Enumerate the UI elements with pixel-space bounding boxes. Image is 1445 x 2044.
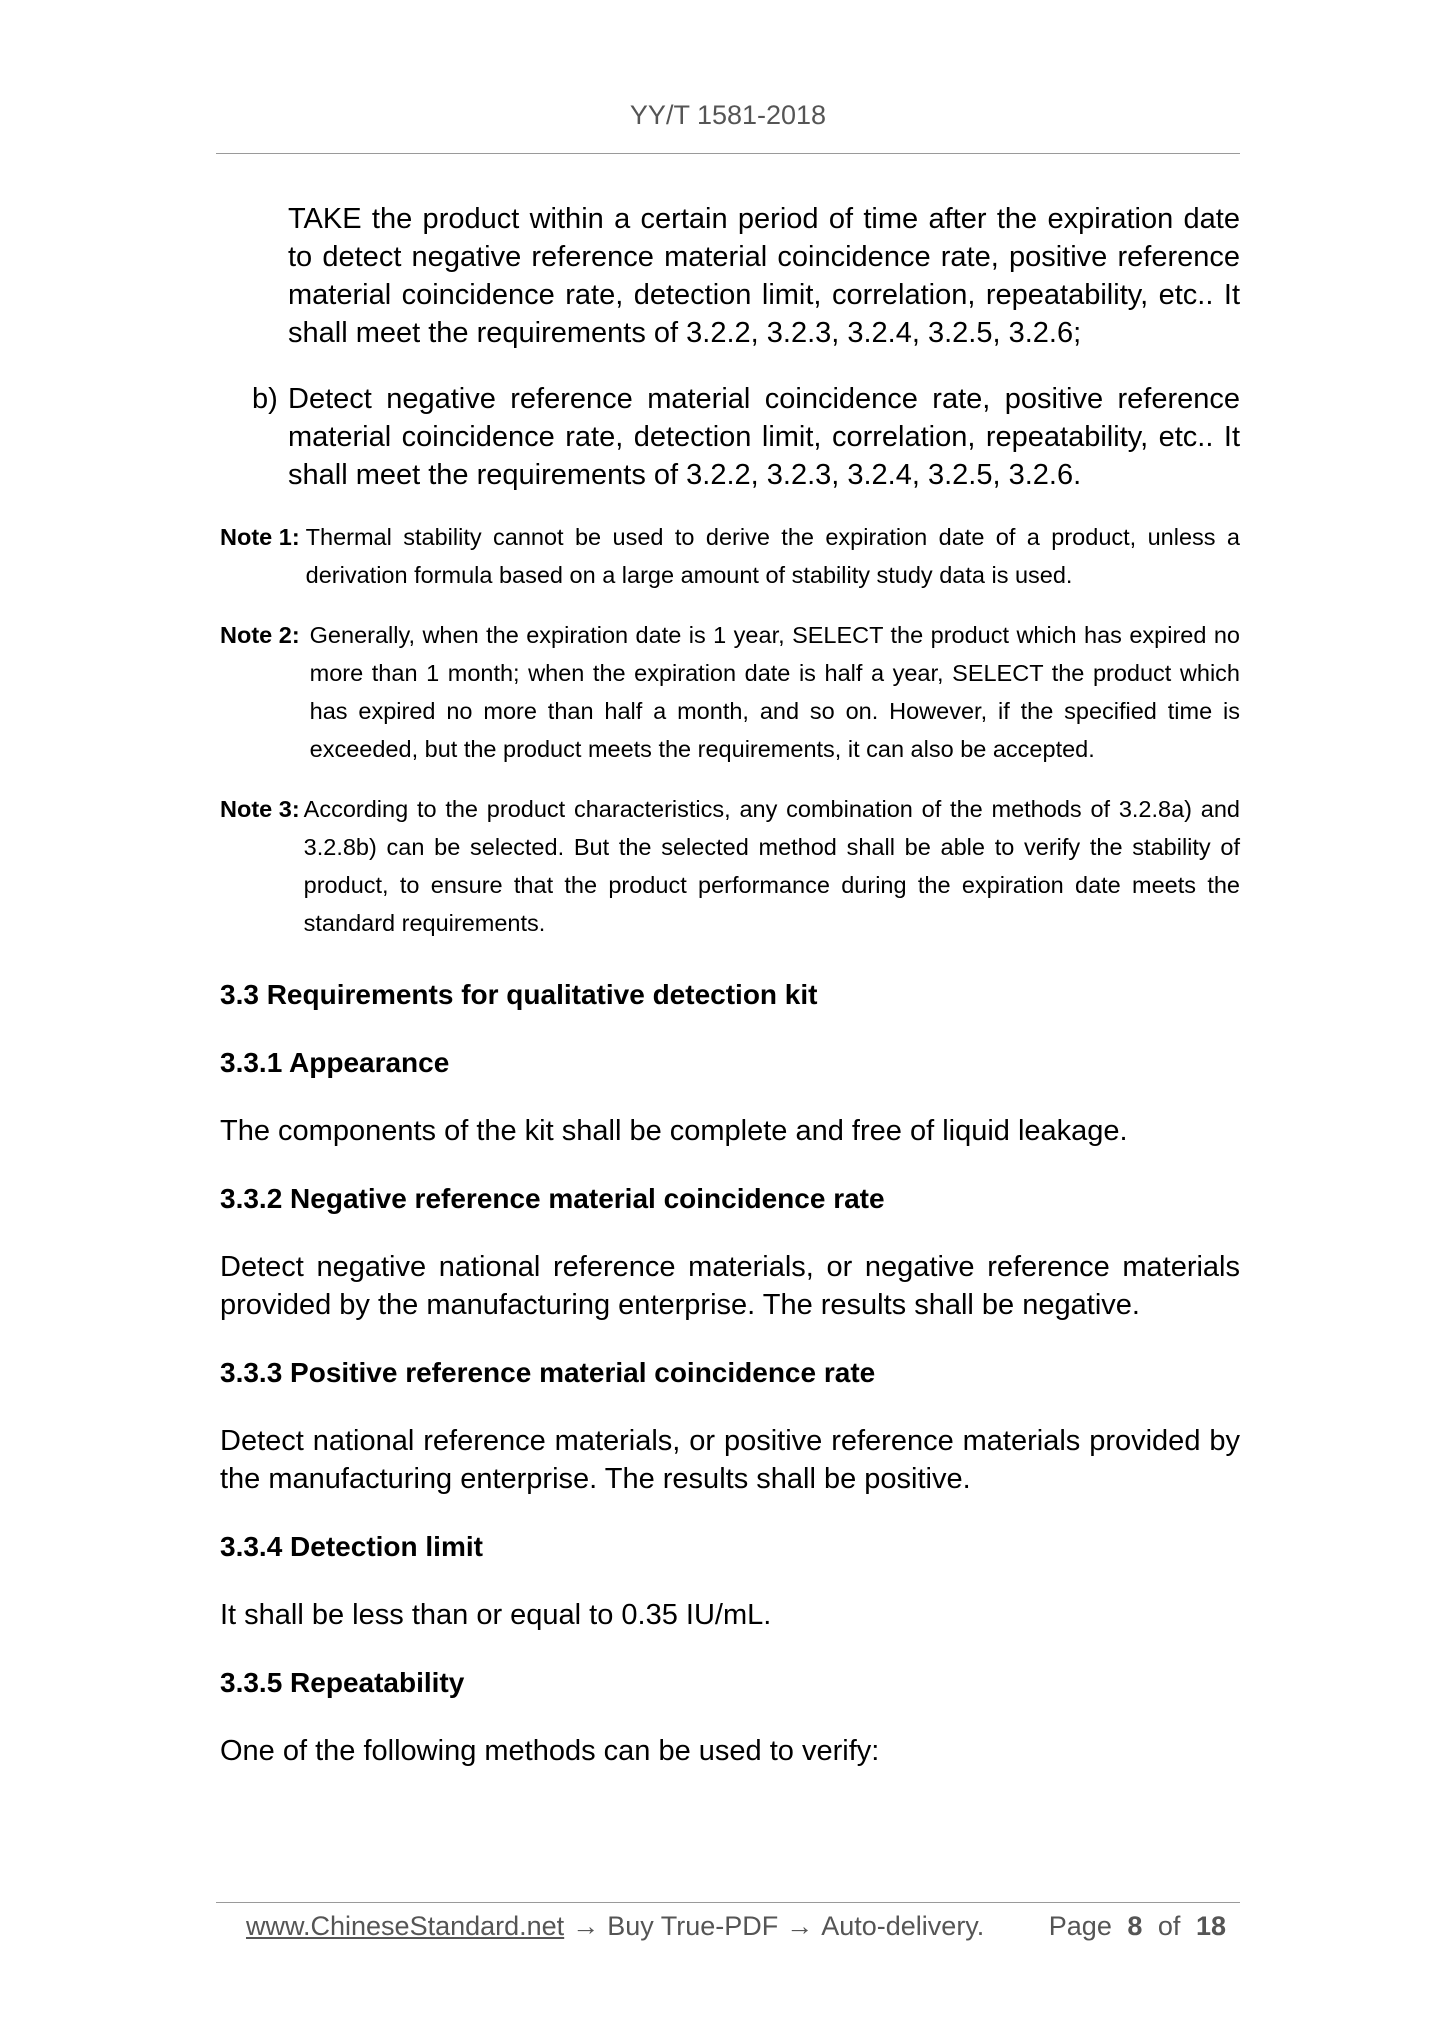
page-total: 18 [1195, 1910, 1226, 1941]
section-3-3-2-heading: 3.3.2 Negative reference material coincidence rate [220, 1183, 885, 1214]
list-item-b-label: b) [252, 383, 278, 415]
section-3-3-4-text: It shall be less than or equal to 0.35 IU/mL. [220, 1599, 772, 1631]
arrow-right-icon: → [572, 1910, 600, 1941]
page-header: YY/T 1581-2018 [629, 100, 827, 130]
auto-delivery-text: Auto-delivery. [821, 1910, 985, 1941]
note-2-text: Generally, when the expiration date is 1 year, SELECT the product which has expired no more than 1 month; when the expiration date is half a year, SELECT the product which has expired no more than half a month, and so on. However, if the specified time is exceeded, but the product meets the requirements, it can also be accepted. [309, 622, 1240, 762]
of-word: of [1157, 1910, 1181, 1941]
note-2 [220, 616, 1240, 768]
note-3 [220, 790, 1240, 942]
note-1-label: Note 1: [220, 524, 300, 550]
page-indicator [1049, 1911, 1226, 1942]
page-footer [246, 1906, 1226, 1946]
section-3-3-5-text: One of the following methods can be used to verify: [220, 1735, 880, 1767]
item-a-continuation: TAKE the product within a certain period of time after the expiration date to detect negative reference material coincidence rate, positive reference material coincidence rate, detection limit, correlation, repeatability, etc.. It shall meet the requirements of 3.2.2, 3.2.3, 3.2.4, 3.2.5, 3.2.6; [288, 203, 1240, 349]
section-3-3-3-text: Detect national reference materials, or positive reference materials provided by the manufacturing enterprise. The results shall be positive. [220, 1425, 1240, 1495]
list-item-b-text: Detect negative reference material coincidence rate, positive reference material coincidence rate, detection limit, correlation, repeatability, etc.. It shall meet the requirements of 3.2.2, 3.2.3, 3.2.4, 3.2.5, 3.2.6. [288, 383, 1240, 491]
page-word: Page [1048, 1910, 1112, 1941]
note-3-label: Note 3: [220, 796, 300, 822]
section-3-3-2-text: Detect negative national reference materials, or negative reference materials provided by the manufacturing enterprise. The results shall be negative. [220, 1251, 1240, 1321]
header-divider [216, 153, 1240, 154]
section-3-3-4-heading: 3.3.4 Detection limit [220, 1531, 483, 1562]
page-content [220, 200, 1240, 1770]
buy-true-pdf-text: Buy True-PDF [607, 1910, 779, 1941]
arrow-right-icon: → [786, 1910, 814, 1941]
chinesestandard-link[interactable]: www.ChineseStandard.net [246, 1910, 565, 1941]
list-item-b [220, 380, 1240, 494]
section-3-3-1-text: The components of the kit shall be complete and free of liquid leakage. [220, 1115, 1128, 1147]
footer-divider [216, 1902, 1240, 1903]
section-3-3-3-heading: 3.3.3 Positive reference material coincidence rate [220, 1357, 876, 1388]
note-1-text: Thermal stability cannot be used to derive the expiration date of a product, unless a derivation formula based on a large amount of stability study data is used. [305, 524, 1240, 588]
section-3-3-1-heading: 3.3.1 Appearance [220, 1047, 450, 1078]
note-2-label: Note 2: [220, 622, 300, 648]
note-3-text: According to the product characteristics, any combination of the methods of 3.2.8a) and 3.2.8b) can be selected. But the selected method shall be able to verify the stability of product, to ensure that the product performance during the expiration date meets the standard requirements. [303, 796, 1240, 936]
note-1 [220, 518, 1240, 594]
section-3-3-5-heading: 3.3.5 Repeatability [220, 1667, 465, 1698]
section-3-3-heading: 3.3 Requirements for qualitative detection kit [220, 979, 818, 1010]
page-number: 8 [1127, 1910, 1143, 1941]
